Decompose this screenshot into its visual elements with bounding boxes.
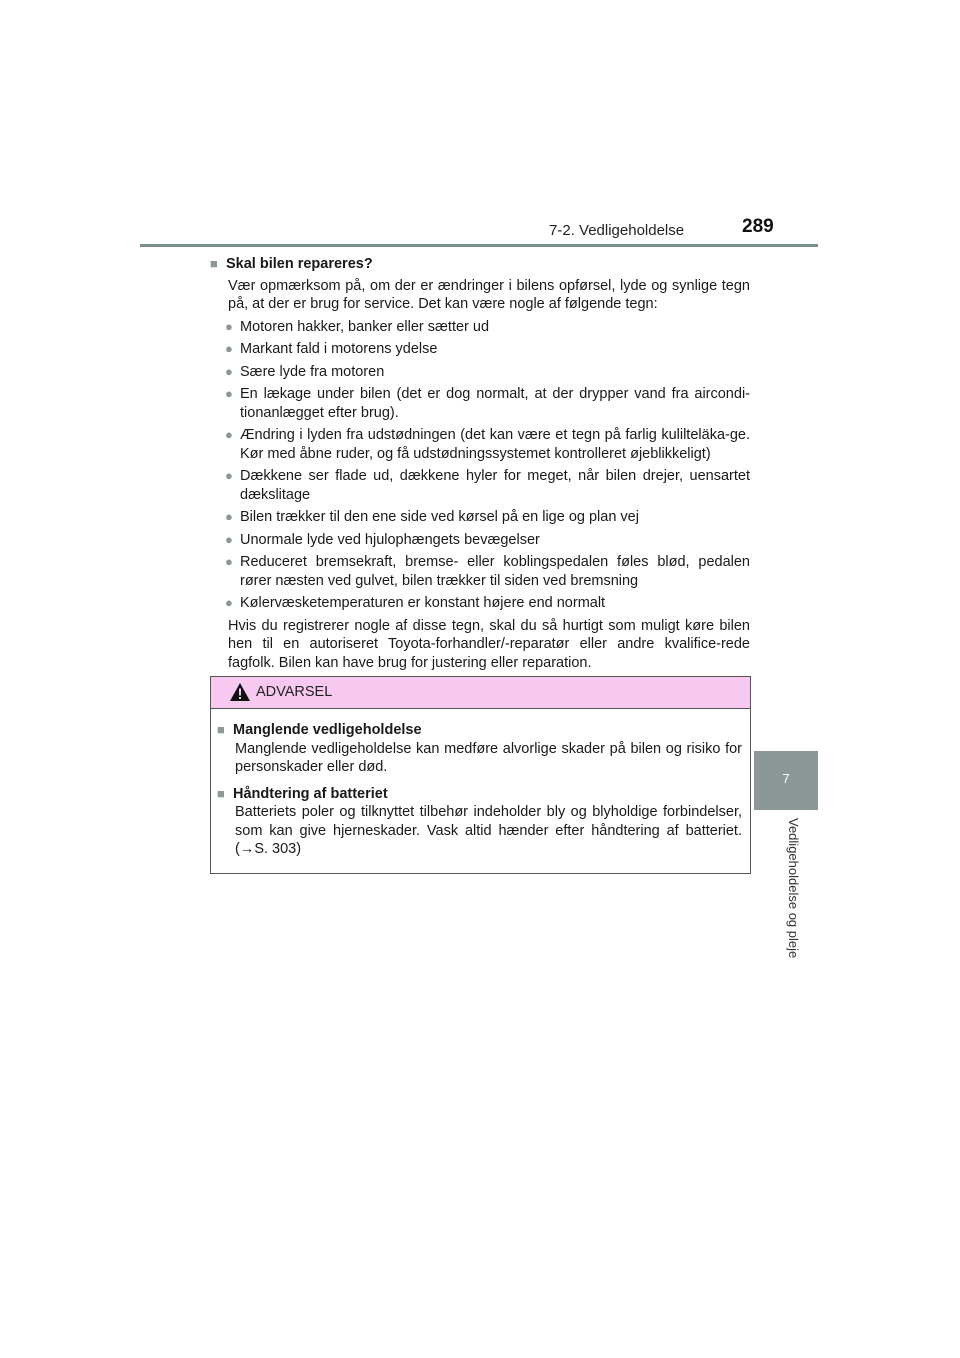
- warning-box: [210, 676, 751, 874]
- list-item-text: Kølervæsketemperaturen er konstant højere end normalt: [240, 595, 606, 611]
- warning-item-text: Manglende vedligeholdelse kan medføre alvorlige skader på bilen og risiko for personskader eller død.: [235, 740, 742, 775]
- list-item: [210, 508, 750, 527]
- list-item: [210, 594, 750, 613]
- list-item-text: Ændring i lyden fra udstødningen (det kan være et tegn på farlig kulilteläka-ge. Kør med åbne ruder, og få udstødningssystemet kontrolleret øjeblikkeligt): [240, 427, 750, 462]
- list-item-text: Sære lyde fra motoren: [240, 363, 385, 380]
- warning-item-heading-text: Håndtering af batteriet: [233, 785, 388, 802]
- list-item-text: Markant fald i motorens ydelse: [240, 341, 438, 357]
- warning-title: ADVARSEL: [256, 684, 333, 700]
- list-item: [210, 426, 750, 463]
- warning-triangle-icon: [229, 682, 251, 702]
- warning-item-heading: [217, 785, 742, 804]
- chapter-tab-number: 7: [782, 771, 790, 786]
- intro-paragraph: Vær opmærksom på, om der er ændringer i bilens opførsel, lyde og synlige tegn på, at der er brug for service. Det kan være nogle af følgende tegn:: [228, 277, 750, 312]
- chapter-tab-title: Vedligeholdelse og pleje: [786, 818, 801, 959]
- bullet-dot-icon: ●: [225, 554, 233, 569]
- bullet-dot-icon: ●: [225, 595, 233, 610]
- list-item-text: Bilen trækker til den ene side ved kørsel på en lige og plan vej: [240, 509, 639, 525]
- list-item: [210, 318, 750, 337]
- list-item: [210, 531, 750, 550]
- bullet-dot-icon: ●: [225, 363, 233, 379]
- list-item: [210, 385, 750, 422]
- symptom-list: [210, 318, 750, 613]
- header-rule: [140, 244, 818, 247]
- square-bullet-icon: ■: [217, 785, 225, 801]
- section-heading: [210, 255, 750, 274]
- main-content: [210, 255, 750, 672]
- bullet-dot-icon: ●: [225, 531, 233, 547]
- list-item: [210, 363, 750, 382]
- warning-header: [211, 677, 750, 709]
- bullet-dot-icon: ●: [225, 509, 233, 524]
- list-item-text: Dækkene ser flade ud, dækkene hyler for meget, når bilen drejer, uensartet dækslitage: [240, 468, 750, 503]
- warning-body: [211, 709, 750, 859]
- list-item-text: Reduceret bremsekraft, bremse- eller koblingspedalen føles blød, pedalen rører næsten ved gulvet, bilen trækker til siden ved bremsning: [240, 554, 750, 589]
- page-number: 289: [742, 216, 774, 237]
- warning-item-text: Batteriets poler og tilknyttet tilbehør indeholder bly og blyholdige forbindelser, som kan give hjerneskader. Vask altid hænder efter håndtering af batteriet. (→S. 303): [235, 804, 742, 857]
- bullet-dot-icon: ●: [225, 318, 233, 334]
- header-section-title: 7-2. Vedligeholdelse: [549, 222, 685, 239]
- bullet-dot-icon: ●: [225, 468, 233, 483]
- square-bullet-icon: ■: [210, 256, 218, 271]
- warning-item-heading-text: Manglende vedligeholdelse: [233, 722, 422, 738]
- list-item-text: Unormale lyde ved hjulophængets bevægelser: [240, 531, 540, 548]
- warning-item-heading: [217, 721, 742, 740]
- outro-paragraph: Hvis du registrerer nogle af disse tegn, skal du så hurtigt som muligt køre bilen hen til en autoriseret Toyota-forhandler/-reparatør eller andre kvalifice-rede fagfolk. Bilen kan have brug for justering eller reparation.: [228, 617, 750, 671]
- list-item: [210, 340, 750, 359]
- bullet-dot-icon: ●: [225, 427, 233, 442]
- list-item: [210, 467, 750, 504]
- section-heading-text: Skal bilen repareres?: [226, 256, 373, 272]
- bullet-dot-icon: ●: [225, 341, 233, 356]
- square-bullet-icon: ■: [217, 722, 225, 737]
- list-item: [210, 553, 750, 590]
- bullet-dot-icon: ●: [225, 386, 233, 401]
- list-item-text: En lækage under bilen (det er dog normalt, at der drypper vand fra aircondi-tionanlægget efter brug).: [240, 386, 750, 421]
- list-item-text: Motoren hakker, banker eller sætter ud: [240, 318, 490, 335]
